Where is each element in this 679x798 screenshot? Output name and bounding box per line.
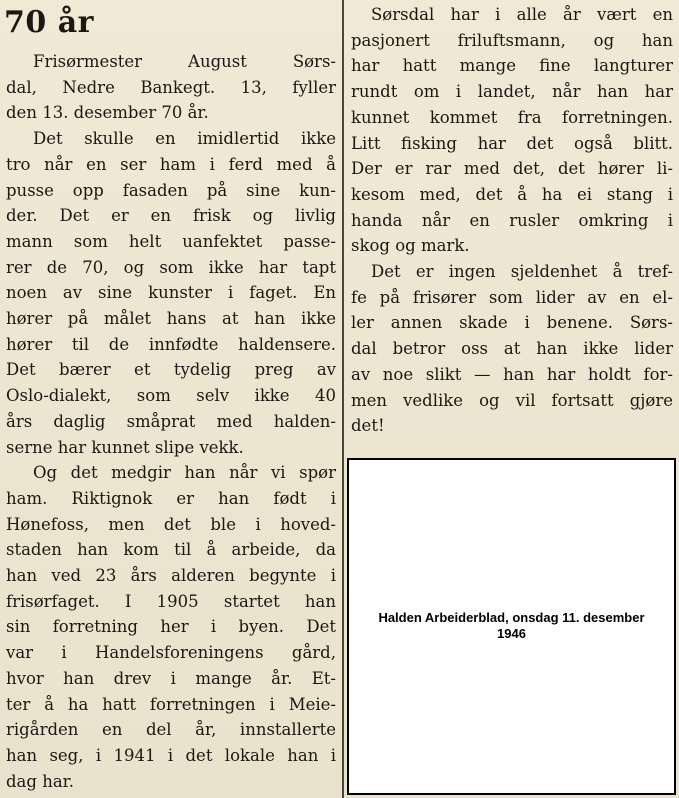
left-line: Det bærer et tydelig preg av — [6, 360, 336, 380]
right-line: handa når en rusler omkring i — [351, 210, 673, 230]
right-line: fe på frisører som lider av en el- — [351, 287, 673, 307]
left-line: Hønefoss, men det ble i hoved- — [6, 514, 336, 534]
left-line: pusse opp fasaden på sine kun- — [6, 180, 336, 200]
left-line: ter å ha hatt forretningen i Meie- — [6, 694, 336, 714]
right-line: rundt om i landet, når han har — [351, 82, 673, 102]
left-line: sin forretning her i byen. Det — [6, 617, 336, 637]
left-line: den 13. desember 70 år. — [6, 103, 209, 123]
left-line: serne har kunnet slipe vekk. — [6, 437, 244, 457]
left-line: dag har. — [6, 771, 74, 791]
right-line: Det er ingen sjeldenhet å tref- — [371, 262, 673, 281]
left-line: Frisørmester August Sørs- — [33, 52, 336, 71]
left-line: rigården en del år, innstallerte — [6, 720, 336, 740]
left-line: hører på målet hans at han ikke — [6, 309, 336, 328]
left-line: års daglig småprat med halden- — [6, 411, 336, 431]
right-line: har hatt mange fine langturer — [351, 56, 673, 76]
article-headline: 70 år — [4, 5, 94, 40]
left-line: hvor han drev i mange år. Et- — [6, 668, 336, 688]
left-line: tro når en ser ham i ferd med å — [6, 154, 336, 174]
left-line: Oslo-dialekt, som selv ikke 40 — [6, 386, 336, 406]
right-line: ler annen skade i benene. Sørs- — [351, 313, 673, 333]
column-divider — [342, 0, 344, 798]
right-line: men vedlike og vil fortsatt gjøre — [351, 390, 673, 410]
right-line: kunnet kommet fra forretningen. — [351, 107, 673, 127]
left-line: Det skulle en imidlertid ikke — [33, 129, 336, 149]
left-line: noen av sine kunster i faget. En — [6, 283, 336, 303]
source-caption: Halden Arbeiderblad, onsdag 11. desember 1946 — [378, 610, 645, 641]
left-line: hører til de innfødte haldensere. — [6, 334, 336, 354]
left-line: han ved 23 års alderen begynte i — [6, 566, 336, 585]
right-line: kesom med, det å ha ei stang i — [351, 184, 673, 204]
caption-box — [347, 458, 676, 795]
left-line: han seg, i 1941 i det lokale han i — [6, 745, 336, 765]
right-line: pasjonert friluftsmann, og han — [351, 30, 673, 50]
right-line: skog og mark. — [351, 236, 470, 256]
right-line: Sørsdal har i alle år vært en — [371, 5, 673, 24]
left-line: ham. Riktignok er han født i — [6, 488, 336, 508]
left-line: rer de 70, og som ikke har tapt — [6, 257, 336, 277]
left-line: var i Handelsforeningens gård, — [6, 643, 336, 663]
right-line: det! — [351, 416, 385, 436]
left-line: staden han kom til å arbeide, da — [6, 540, 336, 560]
left-line: Og det medgir han når vi spør — [33, 463, 336, 483]
right-line: av noe slikt — han har holdt for- — [351, 364, 673, 384]
left-line: frisørfaget. I 1905 startet han — [6, 591, 336, 611]
right-line: Der er rar med det, det hører li- — [351, 159, 673, 179]
left-line: mann som helt uanfektet passe- — [6, 231, 336, 251]
left-line: dal, Nedre Bankegt. 13, fyller — [6, 77, 336, 97]
right-line: dal betror oss at han ikke lider — [351, 339, 673, 359]
left-line: der. Det er en frisk og livlig — [6, 206, 336, 226]
right-line: Litt fisking har det også blitt. — [351, 133, 673, 153]
article-right-column — [347, 0, 679, 458]
